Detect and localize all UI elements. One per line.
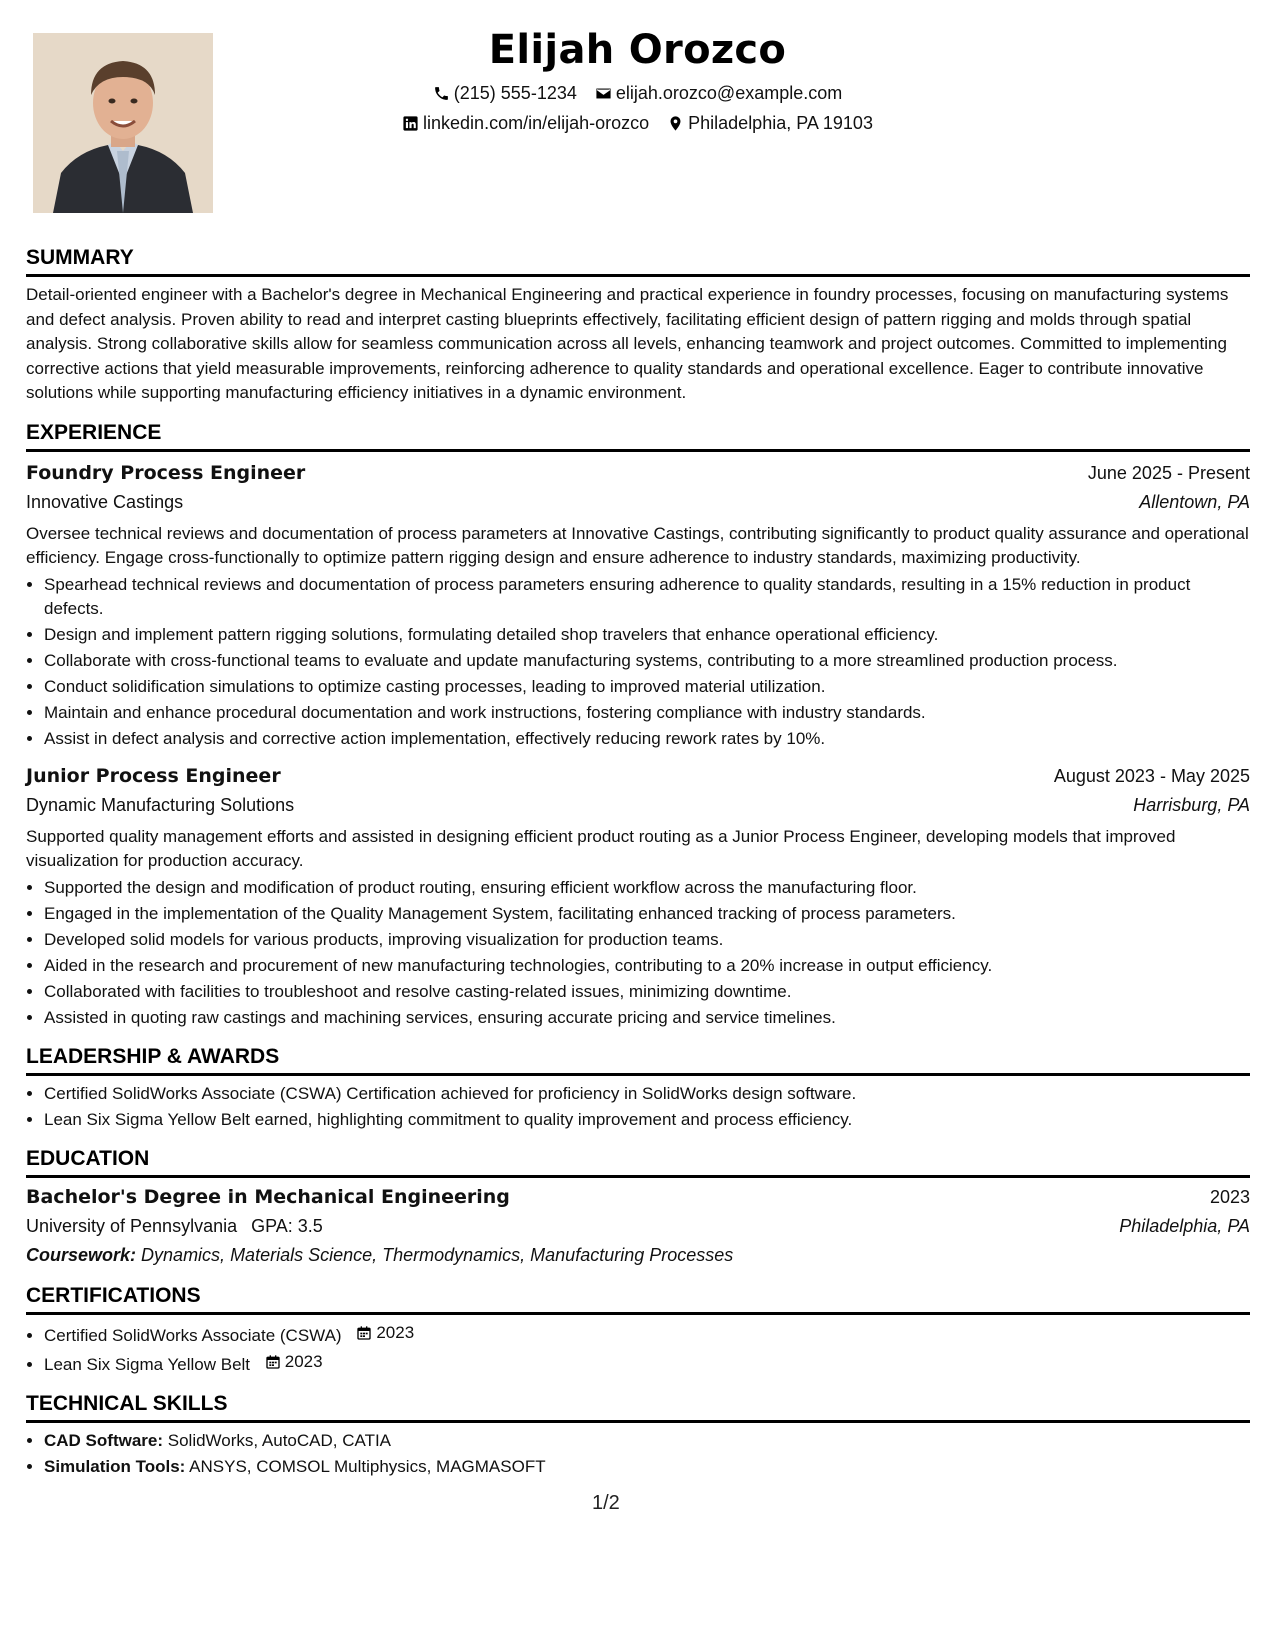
- list-item: • Assisted in quoting raw castings and machining services, ensuring accurate pricing and service timelines.: [44, 1006, 1250, 1030]
- degree-title: Bachelor's Degree in Mechanical Engineering: [26, 1185, 510, 1208]
- job-bullets: [26, 876, 1250, 1030]
- summary-text: Detail-oriented engineer with a Bachelor's degree in Mechanical Engineering and practical experience in foundry processes, focusing on manufacturing systems and defect analysis. Proven ability to read and interpret casting blueprints effectively, facilitating efficient design of pattern rigging and molds through spatial analysis. Strong collaborative skills allow for seamless communication across all levels, enhancing teamwork and project outcomes. Committed to implementing corrective actions that yield measurable improvements, reinforcing adherence to quality standards and operational excellence. Eager to contribute innovative solutions while supporting manufacturing efficiency initiatives in a dynamic environment.: [26, 285, 1229, 402]
- list-item: • Conduct solidification simulations to optimize casting processes, leading to improved material utilization.: [44, 675, 1250, 699]
- list-item: • Aided in the research and procurement of new manufacturing technologies, contributing to a 20% increase in output efficiency.: [44, 954, 1250, 978]
- certifications-section: [26, 1283, 1250, 1377]
- school-row: [26, 1212, 1250, 1240]
- coursework-list: Dynamics, Materials Science, Thermodynamics, Manufacturing Processes: [141, 1244, 734, 1265]
- job-header-row: [26, 761, 1250, 791]
- degree-year: 2023: [1209, 1186, 1250, 1207]
- list-item: [44, 1321, 1250, 1348]
- email-address[interactable]: elijah.orozco@example.com: [615, 83, 843, 103]
- list-item: • Developed solid models for various products, improving visualization for production teams.: [44, 928, 1250, 952]
- gpa-text: GPA: 3.5: [251, 1215, 323, 1236]
- resume-header: [0, 22, 1275, 138]
- cert-name: Certified SolidWorks Associate (CSWA): [44, 1325, 342, 1345]
- summary-section: [26, 245, 1250, 406]
- job-description: Oversee technical reviews and documentation of process parameters at Innovative Castings, contributing significantly to product quality assurance and operational efficiency. Engage cross-functionally to optimize pattern rigging design and ensure adherence to industry standards, maximizing productivity.: [26, 523, 1249, 567]
- location-contact: [667, 108, 873, 138]
- coursework-line: [26, 1241, 1250, 1269]
- job-location: Allentown, PA: [1139, 491, 1250, 512]
- map-pin-icon: [667, 115, 684, 132]
- list-item: [44, 1455, 1250, 1479]
- list-item: • Supported the design and modification of product routing, ensuring efficient workflow across the manufacturing floor.: [44, 876, 1250, 900]
- list-item: • Spearhead technical reviews and documentation of process parameters ensuring adherence to quality standards, resulting in a 15% reduction in product defects.: [44, 573, 1250, 621]
- job-title: Foundry Process Engineer: [26, 461, 306, 484]
- contact-row-2: [0, 108, 1275, 138]
- school-location: Philadelphia, PA: [1119, 1215, 1250, 1236]
- job-company-row: [26, 488, 1250, 516]
- list-item: • Engaged in the implementation of the Quality Management System, facilitating enhanced tracking of process parameters.: [44, 902, 1250, 926]
- leadership-section: [26, 1044, 1250, 1132]
- leadership-list: [26, 1082, 1250, 1132]
- phone-icon: [433, 85, 450, 102]
- cert-date: [265, 1350, 323, 1374]
- contact-row-1: [0, 78, 1275, 108]
- coursework-label: Coursework:: [26, 1244, 137, 1265]
- skills-section: [26, 1391, 1250, 1479]
- job-entry: [26, 458, 1250, 751]
- calendar-icon: [356, 1325, 372, 1341]
- job-header-row: [26, 458, 1250, 488]
- list-item: • Collaborated with facilities to troubleshoot and resolve casting-related issues, minimizing downtime.: [44, 980, 1250, 1004]
- job-dates: August 2023 - May 2025: [1053, 765, 1250, 786]
- skills-list: [26, 1429, 1250, 1479]
- job-location: Harrisburg, PA: [1133, 794, 1250, 815]
- envelope-icon: [595, 85, 612, 102]
- list-item: • Design and implement pattern rigging solutions, formulating detailed shop travelers that enhance operational efficiency.: [44, 623, 1250, 647]
- job-company-row: [26, 791, 1250, 819]
- degree-row: [26, 1182, 1250, 1212]
- school-info: [26, 1212, 323, 1240]
- linkedin-contact: [402, 108, 649, 138]
- cert-year: 2023: [376, 1322, 415, 1342]
- page-number: 1/2: [592, 1492, 620, 1514]
- section-title-certifications: CERTIFICATIONS: [26, 1283, 1250, 1315]
- experience-section: [26, 420, 1250, 1030]
- job-description: Supported quality management efforts and assisted in designing efficient product routing as a Junior Process Engineer, developing models that improved visualization for production accuracy.: [26, 826, 1176, 870]
- linkedin-url[interactable]: linkedin.com/in/elijah-orozco: [423, 113, 650, 133]
- section-title-experience: EXPERIENCE: [26, 420, 1250, 452]
- calendar-icon: [265, 1354, 281, 1370]
- section-title-education: EDUCATION: [26, 1146, 1250, 1178]
- job-dates: June 2025 - Present: [1087, 462, 1250, 483]
- cert-year: 2023: [284, 1351, 323, 1371]
- list-item: • Lean Six Sigma Yellow Belt earned, highlighting commitment to quality improvement and process efficiency.: [44, 1108, 1250, 1132]
- job-entry: [26, 761, 1250, 1030]
- section-title-skills: TECHNICAL SKILLS: [26, 1391, 1250, 1423]
- skill-value: SolidWorks, AutoCAD, CATIA: [167, 1430, 392, 1450]
- location-text: Philadelphia, PA 19103: [688, 113, 873, 133]
- cert-name: Lean Six Sigma Yellow Belt: [44, 1354, 251, 1374]
- list-item: [44, 1429, 1250, 1453]
- job-company: Dynamic Manufacturing Solutions: [26, 794, 295, 815]
- candidate-name: Elijah Orozco: [488, 27, 787, 73]
- skill-value: ANSYS, COMSOL Multiphysics, MAGMASOFT: [189, 1456, 546, 1476]
- list-item: • Collaborate with cross-functional teams to evaluate and update manufacturing systems, contributing to a more streamlined production process.: [44, 649, 1250, 673]
- cert-date: [356, 1321, 414, 1345]
- list-item: [44, 1350, 1250, 1377]
- school-name: University of Pennsylvania: [26, 1215, 238, 1236]
- list-item: • Maintain and enhance procedural documentation and work instructions, fostering compliance with industry standards.: [44, 701, 1250, 725]
- section-title-leadership: LEADERSHIP & AWARDS: [26, 1044, 1250, 1076]
- list-item: • Certified SolidWorks Associate (CSWA) Certification achieved for proficiency in SolidWorks design software.: [44, 1082, 1250, 1106]
- certifications-list: [26, 1321, 1250, 1377]
- phone-number[interactable]: (215) 555-1234: [453, 83, 577, 103]
- email-contact: [595, 78, 842, 108]
- skill-label: Simulation Tools:: [44, 1456, 186, 1476]
- list-item: • Assist in defect analysis and corrective action implementation, effectively reducing rework rates by 10%.: [44, 727, 1250, 751]
- job-title: Junior Process Engineer: [26, 764, 281, 787]
- phone-contact: [433, 78, 577, 108]
- job-bullets: [26, 573, 1250, 751]
- resume-body: [26, 245, 1250, 1493]
- section-title-summary: SUMMARY: [26, 245, 1250, 277]
- job-company: Innovative Castings: [26, 491, 184, 512]
- linkedin-icon: [402, 115, 419, 132]
- skill-label: CAD Software:: [44, 1430, 164, 1450]
- education-section: [26, 1146, 1250, 1269]
